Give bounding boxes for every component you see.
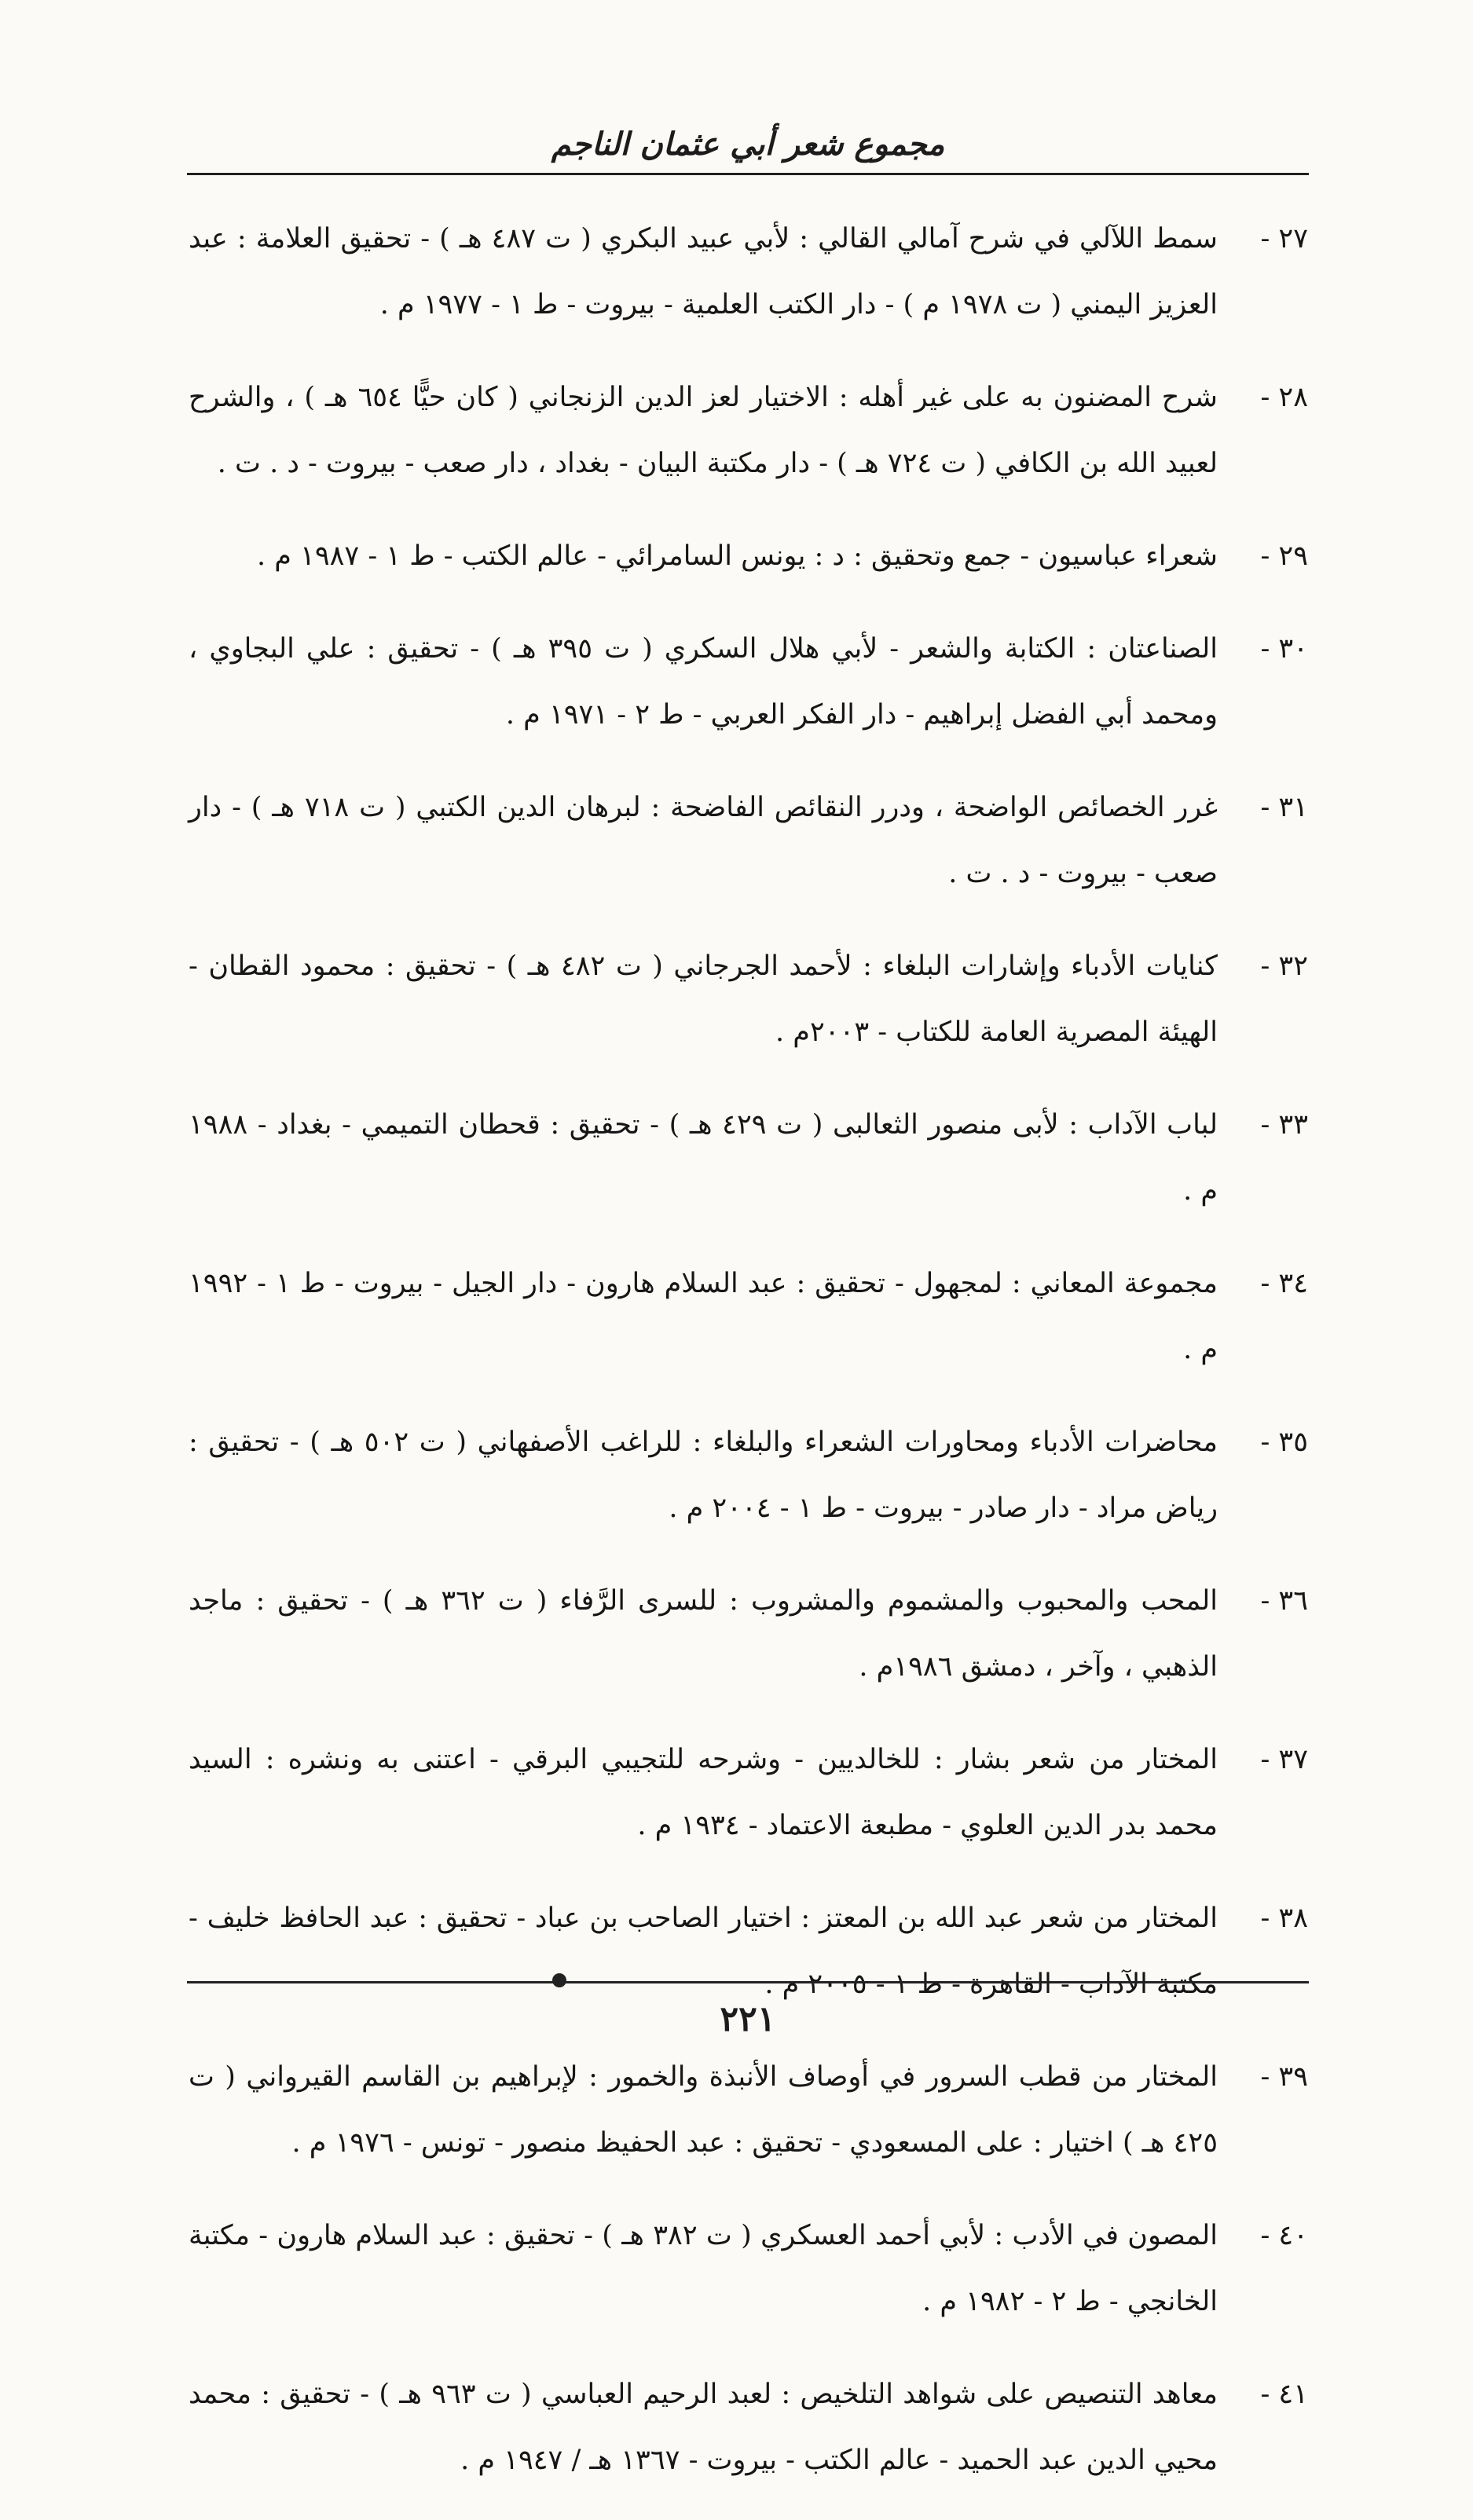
entry-number: ٤٠ - <box>1260 2220 1308 2251</box>
bibliography-entry <box>189 775 1308 907</box>
bibliography-entry <box>189 1885 1308 2017</box>
entry-text: لباب الآداب : لأبى منصور الثعالبى ( ت ٤٢٩ هـ ) - تحقيق : قحطان التميمي - بغداد - ١٩٨٨ م . <box>189 1109 1218 1207</box>
entry-text: المحب والمحبوب والمشموم والمشروب : للسرى الرَّفاء ( ت ٣٦٢ هـ ) - تحقيق : ماجد الذهبي ، وآخر ، دمشق ١٩٨٦م . <box>189 1585 1218 1683</box>
entry-text: مجموعة المعاني : لمجهول - تحقيق : عبد السلام هارون - دار الجيل - بيروت - ط ١ - ١٩٩٢ م . <box>189 1268 1218 1365</box>
bibliography-entry <box>189 1092 1308 1224</box>
entry-text: سمط اللآلي في شرح آمالي القالي : لأبي عبيد البكري ( ت ٤٨٧ هـ ) - تحقيق العلامة : عبد العزيز اليمني ( ت ١٩٧٨ م ) - دار الكتب العلمية - بيروت - ط ١ - ١٩٧٧ م . <box>189 223 1218 320</box>
entry-number: ٣٨ - <box>1260 1903 1308 1934</box>
bibliography-entry <box>189 206 1308 338</box>
entry-number: ٣١ - <box>1260 792 1308 823</box>
entry-text: محاضرات الأدباء ومحاورات الشعراء والبلغاء : للراغب الأصفهاني ( ت ٥٠٢ هـ ) - تحقيق : رياض مراد - دار صادر - بيروت - ط ١ - ٢٠٠٤ م . <box>189 1427 1218 1524</box>
entry-number: ٣٠ - <box>1260 633 1308 665</box>
entry-text: المختار من قطب السرور في أوصاف الأنبذة والخمور : لإبراهيم بن القاسم القيرواني ( ت ٤٢٥ هـ ) اختيار : على المسعودي - تحقيق : عبد الحفيظ منصور - تونس - ١٩٧٦ م . <box>189 2061 1218 2159</box>
entry-number: ٤١ - <box>1260 2379 1308 2410</box>
entry-text: المصون في الأدب : لأبي أحمد العسكري ( ت ٣٨٢ هـ ) - تحقيق : عبد السلام هارون - مكتبة الخانجي - ط ٢ - ١٩٨٢ م . <box>189 2220 1218 2317</box>
bibliography-entry <box>189 364 1308 496</box>
bibliography-list <box>189 206 1308 2520</box>
running-head: مجموع شعر أبي عثمان الناجم <box>551 126 945 163</box>
entry-number: ٢٧ - <box>1260 223 1308 255</box>
header-rule <box>187 173 1309 175</box>
entry-number: ٣٧ - <box>1260 1744 1308 1775</box>
entry-text: كنايات الأدباء وإشارات البلغاء : لأحمد الجرجاني ( ت ٤٨٢ هـ ) - تحقيق : محمود القطان - الهيئة المصرية العامة للكتاب - ٢٠٠٣م . <box>189 950 1218 1048</box>
bibliography-entry <box>189 2044 1308 2176</box>
bibliography-entry <box>189 523 1308 589</box>
entry-number: ٢٩ - <box>1260 540 1308 572</box>
bibliography-entry <box>189 1568 1308 1700</box>
entry-text: الصناعتان : الكتابة والشعر - لأبي هلال السكري ( ت ٣٩٥ هـ ) - تحقيق : علي البجاوي ، ومحمد أبي الفضل إبراهيم - دار الفكر العربي - ط ٢ - ١٩٧١ م . <box>189 633 1218 731</box>
bibliography-entry <box>189 2361 1308 2493</box>
bibliography-entry <box>189 1409 1308 1541</box>
entry-text: شرح المضنون به على غير أهله : الاختيار لعز الدين الزنجاني ( كان حيًّا ٦٥٤ هـ ) ، والشرح لعبيد الله بن الكافي ( ت ٧٢٤ هـ ) - دار مكتبة البيان - بغداد ، دار صعب - بيروت - د . ت . <box>189 382 1218 479</box>
entry-text: المختار من شعر بشار : للخالديين - وشرحه للتجيبي البرقي - اعتنى به ونشره : السيد محمد بدر الدين العلوي - مطبعة الاعتماد - ١٩٣٤ م . <box>189 1744 1218 1841</box>
entry-number: ٣٩ - <box>1260 2061 1308 2093</box>
rule-ornament-dot <box>552 1973 566 1987</box>
bibliography-entry <box>189 933 1308 1065</box>
entry-number: ٣٥ - <box>1260 1427 1308 1458</box>
page-number: ٢٢١ <box>720 1999 776 2039</box>
entry-text: غرر الخصائص الواضحة ، ودرر النقائص الفاضحة : لبرهان الدين الكتبي ( ت ٧١٨ هـ ) - دار صعب - بيروت - د . ت . <box>189 792 1218 889</box>
entry-text: المختار من شعر عبد الله بن المعتز : اختيار الصاحب بن عباد - تحقيق : عبد الحافظ خليف - مكتبة الآداب - القاهرة - ط ١ - ٢٠٠٥ م . <box>189 1903 1218 2000</box>
bibliography-entry <box>189 616 1308 748</box>
bibliography-entry <box>189 1727 1308 1859</box>
entry-number: ٣٣ - <box>1260 1109 1308 1141</box>
footer-rule <box>187 1981 1309 1983</box>
bibliography-entry <box>189 1251 1308 1383</box>
entry-number: ٣٤ - <box>1260 1268 1308 1299</box>
entry-text: معاهد التنصيص على شواهد التلخيص : لعبد الرحيم العباسي ( ت ٩٦٣ هـ ) - تحقيق : محمد محيي الدين عبد الحميد - عالم الكتب - بيروت - ١٣٦٧ هـ / ١٩٤٧ م . <box>189 2379 1218 2476</box>
bibliography-entry <box>189 2203 1308 2335</box>
entry-number: ٣٢ - <box>1260 950 1308 982</box>
entry-text: شعراء عباسيون - جمع وتحقيق : د : يونس السامرائي - عالم الكتب - ط ١ - ١٩٨٧ م . <box>256 540 1218 572</box>
entry-number: ٢٨ - <box>1260 382 1308 413</box>
entry-number: ٣٦ - <box>1260 1585 1308 1617</box>
